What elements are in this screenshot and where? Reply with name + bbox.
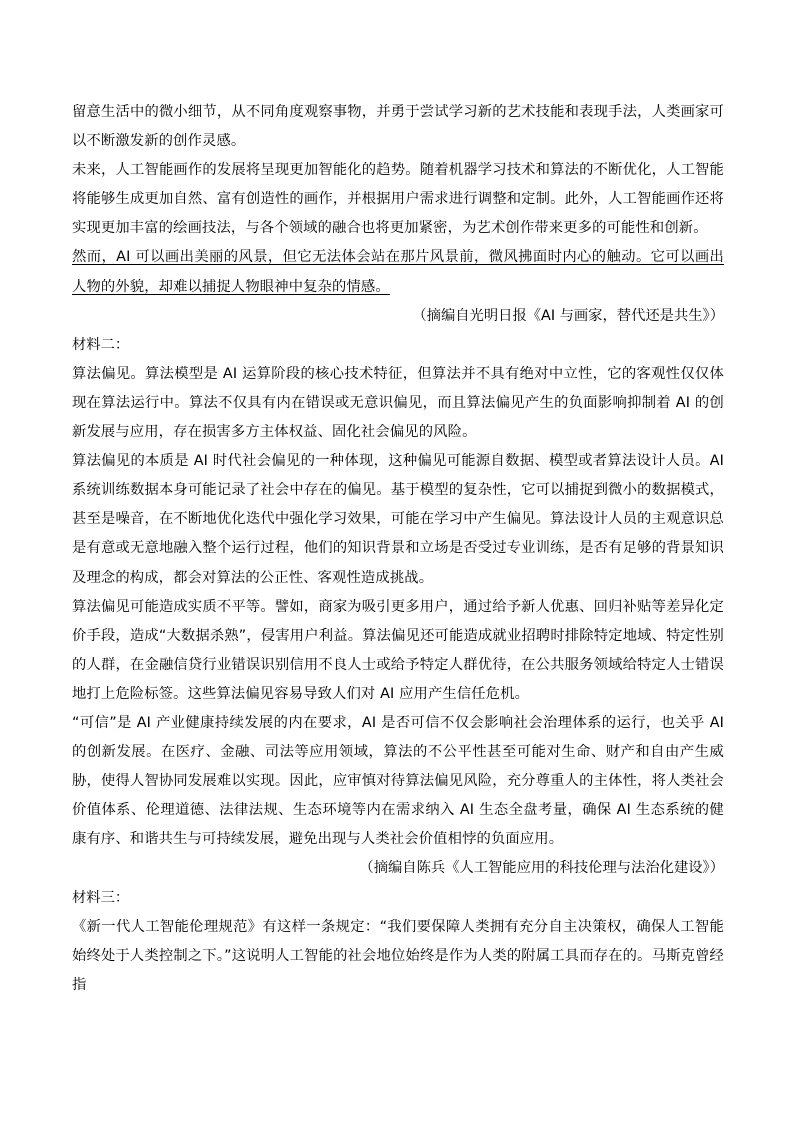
paragraph-trustworthy-ai: “可信”是 AI 产业健康持续发展的内在要求，AI 是否可信不仅会影响社会治理体系的运行，也关乎 AI 的创新发展。在医疗、金融、司法等应用领域，算法的不公平性甚至可能对生命、财产和自由产生威胁，使得人智协同发展难以实现。因此，应审慎对待算法偏见风险，充分尊重人的主体性，将人类社会价值体系、伦理道德、法律法规、生态环境等内在需求纳入 AI 生态全盘考量，确保 AI 生态系统的健康有序、和谐共生与可持续发展，避免出现与人类社会价值相悖的负面应用。 [72, 714, 724, 848]
material-2-heading: 材料二： [72, 336, 130, 353]
source-citation-2: （摘编自陈兵《人工智能应用的科技伦理与法治化建设》） [359, 860, 724, 877]
material-3-heading: 材料三： [72, 889, 130, 906]
paragraph-bias-inequality: 算法偏见可能造成实质不平等。譬如，商家为吸引更多用户，通过给予新人优惠、回归补贴等差异化定价手段，造成“大数据杀熟”，侵害用户利益。算法偏见还可能造成就业招聘时排除特定地域、特定性别的人群，在金融信贷行业错误识别信用不良人士或给予特定人群优待，在公共服务领域给特定人士错误地打上危险标签。这些算法偏见容易导致人们对 AI 应用产生信任危机。 [72, 598, 724, 702]
paragraph-future-ai-painting: 未来，人工智能画作的发展将呈现更加智能化的趋势。随着机器学习技术和算法的不断优化，人工智能将能够生成更加自然、富有创造性的画作，并根据用户需求进行调整和定制。此外，人工智能画作还将实现更加丰富的绘画技法，与各个领域的融合也将更加紧密，为艺术创作带来更多的可能性和创新。 [72, 162, 724, 237]
source-citation-1: （摘编自光明日报《AI 与画家，替代还是共生》） [412, 307, 724, 324]
paragraph-ethics-norms: 《新一代人工智能伦理规范》有这样一条规定：“我们要保障人类拥有充分自主决策权，确保人工智能始终处于人类控制之下。”这说明人工智能的社会地位始终是作为人类的附属工具而存在的。马斯克曾经指 [72, 918, 724, 993]
paragraph-bias-essence: 算法偏见的本质是 AI 时代社会偏见的一种体现，这种偏见可能源自数据、模型或者算法设计人员。AI 系统训练数据本身可能记录了社会中存在的偏见。基于模型的复杂性，它可以捕捉到微小的数据模式，甚至是噪音，在不断地优化迭代中强化学习效果，可能在学习中产生偏见。算法设计人员的主观意识总是有意或无意地融入整个运行过程，他们的知识背景和立场是否受过专业训练，是否有足够的背景知识及理念的构成，都会对算法的公正性、客观性造成挑战。 [72, 453, 724, 586]
paragraph-algorithm-bias: 算法偏见。算法模型是 AI 运算阶段的核心技术特征，但算法并不具有绝对中立性，它的客观性仅仅体现在算法运行中。算法不仅具有内在错误或无意识偏见，而且算法偏见产生的负面影响抑制着 AI 的创新发展与应用，存在损害多方主体权益、固化社会偏见的风险。 [72, 365, 724, 441]
paragraph-observation: 留意生活中的微小细节，从不同角度观察事物，并勇于尝试学习新的艺术技能和表现手法，人类画家可以不断激发新的创作灵感。 [72, 104, 724, 150]
paragraph-underlined-limitation: 然而，AI 可以画出美丽的风景，但它无法体会站在那片风景前，微风拂面时内心的触动。它可以画出人物的外貌，却难以捕捉人物眼神中复杂的情感。 [72, 249, 724, 295]
document-page [72, 98, 724, 1000]
